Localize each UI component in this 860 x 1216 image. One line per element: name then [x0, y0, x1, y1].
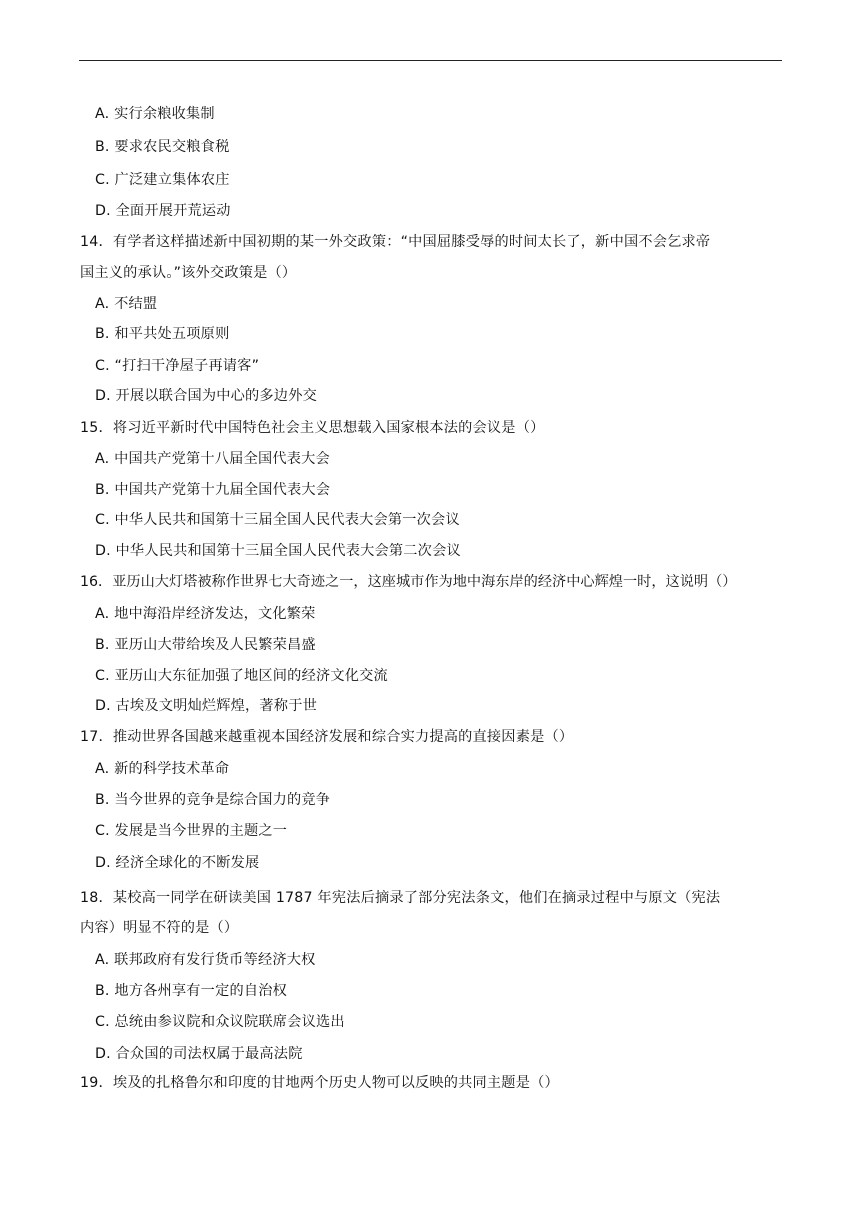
q18-option-c: C. 总统由参议院和众议院联席会议选出 [95, 1014, 345, 1030]
q18-option-a: A. 联邦政府有发行货币等经济大权 [95, 952, 316, 968]
q13-option-d: D. 全面开展开荒运动 [95, 203, 231, 219]
q17-option-a: A. 新的科学技术革命 [95, 761, 230, 777]
q14-option-a: A. 不结盟 [95, 296, 158, 312]
q15-option-c: C. 中华人民共和国第十三届全国人民代表大会第一次会议 [95, 512, 460, 528]
q16-option-c: C. 亚历山大东征加强了地区间的经济文化交流 [95, 668, 388, 684]
q15-stem: 15．将习近平新时代中国特色社会主义思想载入国家根本法的会议是（） [80, 420, 545, 436]
q18-stem-line1: 18．某校高一同学在研读美国 1787 年宪法后摘录了部分宪法条文，他们在摘录过程中与原文（宪法 [80, 890, 721, 906]
q17-option-d: D. 经济全球化的不断发展 [95, 855, 260, 871]
q18-stem-line2: 内容）明显不符的是（） [80, 920, 239, 936]
q15-option-d: D. 中华人民共和国第十三届全国人民代表大会第二次会议 [95, 543, 461, 559]
q13-option-c: C. 广泛建立集体农庄 [95, 172, 230, 188]
q14-stem-line1: 14．有学者这样描述新中国初期的某一外交政策：“中国屈膝受辱的时间太长了，新中国不会乞求帝 [80, 234, 711, 250]
q14-stem-line2: 国主义的承认。”该外交政策是（） [80, 265, 297, 281]
q17-option-c: C. 发展是当今世界的主题之一 [95, 823, 288, 839]
q16-option-b: B. 亚历山大带给埃及人民繁荣昌盛 [95, 637, 316, 653]
q14-option-c: C. “打扫干净屋子再请客” [95, 358, 260, 374]
q15-option-a: A. 中国共产党第十八届全国代表大会 [95, 451, 330, 467]
q16-option-d: D. 古埃及文明灿烂辉煌，著称于世 [95, 698, 317, 714]
q14-option-d: D. 开展以联合国为中心的多边外交 [95, 388, 317, 404]
q17-stem: 17．推动世界各国越来越重视本国经济发展和综合实力提高的直接因素是（） [80, 729, 574, 745]
header-rule [79, 60, 782, 61]
q18-option-d: D. 合众国的司法权属于最高法院 [95, 1046, 303, 1062]
q13-option-b: B. 要求农民交粮食税 [95, 139, 230, 155]
q18-option-b: B. 地方各州享有一定的自治权 [95, 983, 288, 999]
q17-option-b: B. 当今世界的竞争是综合国力的竞争 [95, 792, 331, 808]
q13-option-a: A. 实行余粮收集制 [95, 106, 215, 122]
q14-option-b: B. 和平共处五项原则 [95, 326, 230, 342]
q16-option-a: A. 地中海沿岸经济发达，文化繁荣 [95, 606, 316, 622]
q15-option-b: B. 中国共产党第十九届全国代表大会 [95, 482, 331, 498]
q16-stem: 16．亚历山大灯塔被称作世界七大奇迹之一，这座城市作为地中海东岸的经济中心辉煌一时，这说明（） [80, 574, 737, 590]
q19-stem: 19．埃及的扎格鲁尔和印度的甘地两个历史人物可以反映的共同主题是（） [80, 1075, 559, 1091]
